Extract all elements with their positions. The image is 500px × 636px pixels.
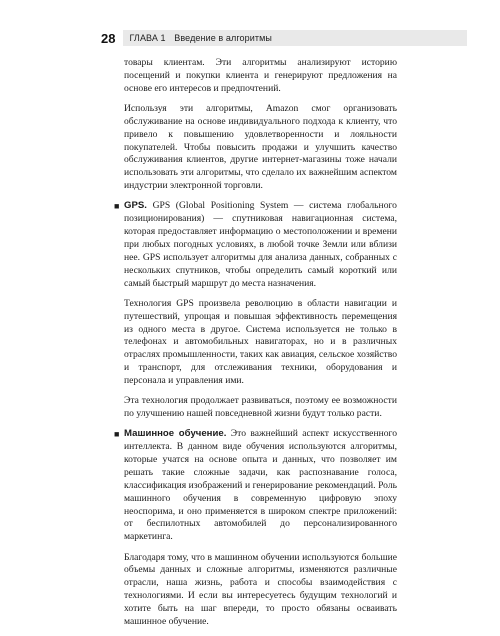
paragraph: товары клиентам. Эти алгоритмы анализируют историю посещений и покупки клиента и генерируют предложения на основе его интересов и предпочтений. [124,57,397,94]
paragraph: Эта технология продолжает развиваться, поэтому ее возможности по улучшению нашей повседневной жизни будут только расти. [124,395,397,420]
bullet-title: GPS. [124,200,147,212]
chapter-title: Введение в алгоритмы [174,33,272,43]
bullet-item-machine-learning [114,428,397,544]
square-bullet-icon: ■ [114,429,120,440]
chapter-running-head [123,30,467,46]
paragraph: Используя эти алгоритмы, Amazon смог организовать обслуживание на основе индивидуального подхода к клиенту, что привело к повышению удовлетворенности и лояльности покупателей. Чтобы повысить продажи и улучшить качество обслуживания клиентов, другие интернет-магазины тоже начали использовать эти алгоритмы, что сделало их важнейшим аспектом индустрии электронной торговли. [124,103,397,192]
bullet-item-gps [114,200,397,290]
paragraph: Технология GPS произвела революцию в области навигации и путешествий, упрощая и повышая эффективность перемещения из одного места в другое. Система используется не только в телефонах и автомобильных навигаторах, но и в различных отраслях промышленности, таких как авиация, сельское хозяйство и транспорт, для отслеживания техники, оборудования и персонала и управления ими. [124,297,397,386]
bullet-text: Это важнейший аспект искусственного интеллекта. В данном виде обучения используются алгоритмы, которые учатся на основе опыта и данных, что позволяет им решать такие сложные задачи, как распознавание голоса, классификация изображений и генерирование рекомендаций. Роль машинного обучения в современную цифровую эпоху неоспорима, и оно применяется в широком спектре приложений: от беспилотных автомобилей до персонализированного маркетинга. [124,428,397,543]
page-body [114,57,397,636]
page-number: 28 [101,30,116,46]
paragraph: Благодаря тому, что в машинном обучении используются большие объемы данных и сложные алгоритмы, изменяются различные отрасли, наша жизнь, работа и способы взаимодействия с технологиями. И если вы интересуетесь будущим технологий и хотите быть на шаг впереди, то просто обязаны осваивать машинное обучение. [124,551,397,627]
page-header [101,30,467,46]
bullet-text: GPS (Global Positioning System — система глобального позиционирования) — спутниковая навигационная система, которая предоставляет информацию о местоположении и времени при любых погодных условиях, в любой точке Земли или вблизи нее. GPS использует алгоритмы для анализа данных, собранных с нескольких спутников, чтобы определить самый короткий или самый быстрый маршрут до места назначения. [124,200,397,289]
chapter-label: ГЛАВА 1 [129,33,166,43]
square-bullet-icon: ■ [114,201,120,212]
bullet-title: Машинное обучение. [124,428,227,440]
